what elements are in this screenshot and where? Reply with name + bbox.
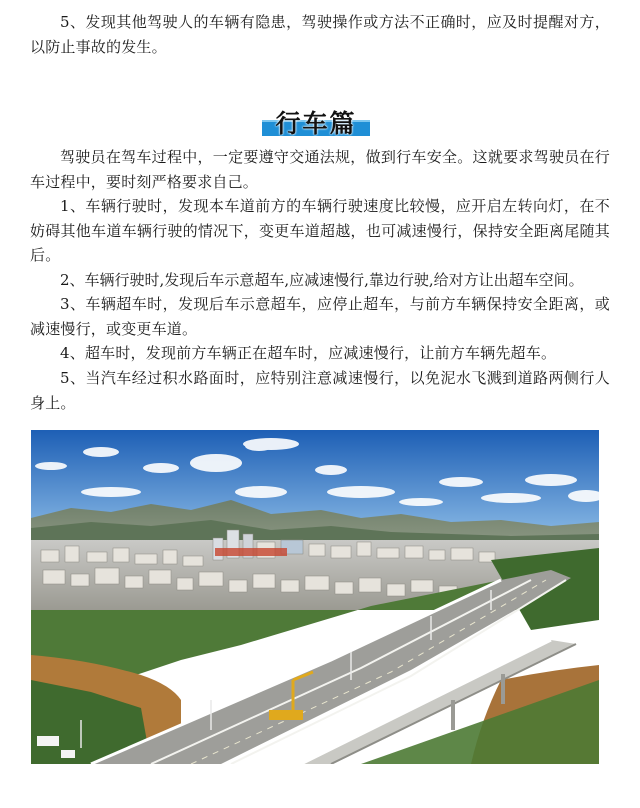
paragraph-safety-5: 5、发现其他驾驶人的车辆有隐患，驾驶操作或方法不正确时，应及时提醒对方，以防止事故的发生。 xyxy=(30,13,610,56)
paragraph-item-3: 3、车辆超车时，发现后车示意超车，应停止超车，与前方车辆保持安全距离，或减速慢行，或变更车道。 xyxy=(30,295,610,338)
city-highway-photo xyxy=(31,430,599,764)
paragraph-intro: 驾驶员在驾车过程中，一定要遵守交通法规，做到行车安全。这就要求驾驶员在行车过程中，要时刻严格要求自己。 xyxy=(30,148,610,191)
paragraph-item-5: 5、当汽车经过积水路面时，应特别注意减速慢行，以免泥水飞溅到道路两侧行人身上。 xyxy=(30,369,610,412)
paragraph-item-2: 2、车辆行驶时,发现后车示意超车,应减速慢行,靠边行驶,给对方让出超车空间。 xyxy=(60,271,584,289)
city-highway-illustration xyxy=(31,430,599,764)
paragraph-item-4: 4、超车时，发现前方车辆正在超车时，应减速慢行，让前方车辆先超车。 xyxy=(60,344,557,362)
section-title-text: 行车篇 xyxy=(275,109,357,138)
paragraph-item-1: 1、车辆行驶时，发现本车道前方的车辆行驶速度比较慢，应开启左转向灯，在不妨碍其他车道车辆行驶的情况下，变更车道超越，也可减速慢行，保持安全距离尾随其后。 xyxy=(30,197,610,264)
section-title xyxy=(262,104,370,138)
